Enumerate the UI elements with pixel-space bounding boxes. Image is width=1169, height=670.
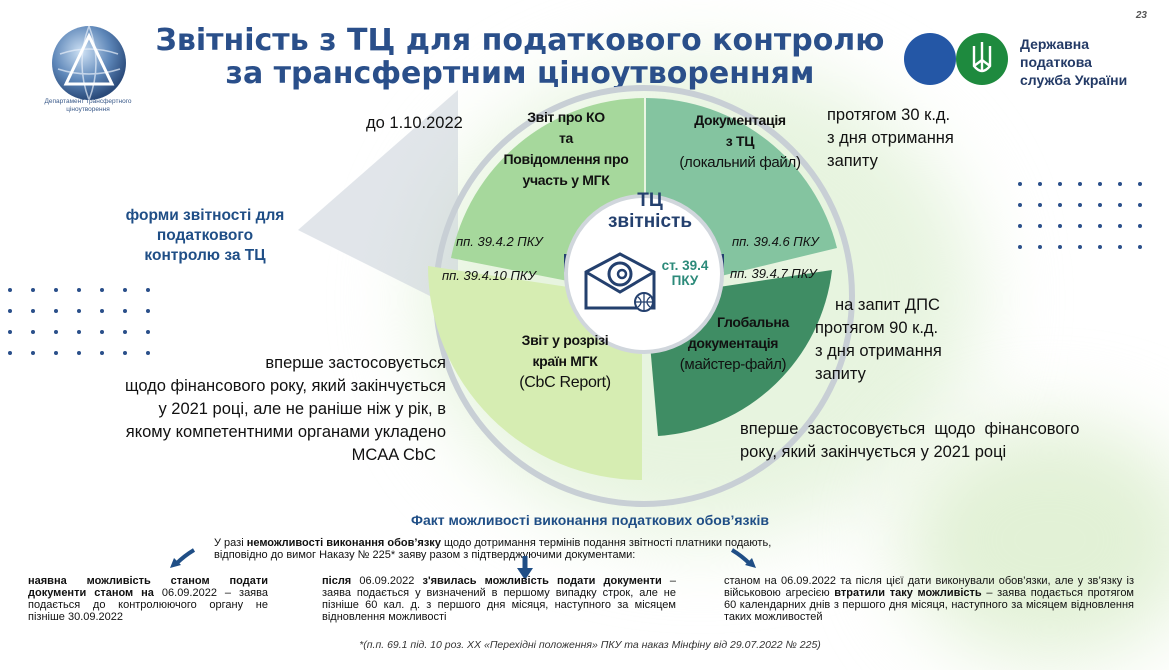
deadline-local	[827, 104, 954, 173]
decorative-dot	[54, 330, 58, 334]
title-line-2: за трансфертним ціноутворенням	[225, 56, 815, 91]
col1-bold: наявна можливість станом подати документи станом на	[28, 575, 268, 599]
deadline-global-line-1: на запит ДПС	[835, 296, 940, 314]
sector-ko-line-4: участь у МГК	[522, 172, 610, 188]
sector-cbc-line-2: країн МГК	[532, 353, 598, 369]
decorative-dot	[31, 330, 35, 334]
decorative-dot	[31, 288, 35, 292]
arrow-right-icon	[728, 548, 758, 570]
intro-part-b: неможливості виконання обов’язку	[246, 537, 441, 549]
deadline-global-line-4: запиту	[815, 365, 866, 383]
title-line-1: Звітність з ТЦ для податкового контролю	[155, 23, 885, 58]
decorative-dot	[8, 288, 12, 292]
sector-local-line-1: Документація	[694, 112, 786, 128]
global-note-line-1: вперше застосовується щодо фінансового	[740, 420, 1080, 438]
sector-ko-line-1: Звіт про КО	[527, 109, 605, 125]
cbc-note-line-5: MCAA CbC	[351, 446, 436, 464]
decorative-dot	[1018, 224, 1022, 228]
pku-39-4-6: пп. 39.4.6 ПКУ	[732, 234, 819, 249]
center-label-line-1: ТЦ	[637, 190, 663, 211]
center-label-line-2: звітність	[607, 211, 692, 232]
col3-part-a: станом на 06.09.2022 та після цієї дати виконували обов’язки, але у зв’язку із військовою агресією	[724, 575, 1134, 599]
decorative-dot	[100, 330, 104, 334]
cbc-note-line-4: якому компетентними органами укладено	[125, 423, 446, 441]
decorative-dot	[1098, 182, 1102, 186]
cbc-note-line-1: вперше застосовується	[265, 354, 446, 372]
decorative-dot	[1018, 203, 1022, 207]
decorative-dot	[100, 309, 104, 313]
decorative-dot	[8, 309, 12, 313]
department-caption: Департамент трансфертного ціноутворення	[44, 98, 132, 113]
sector-local-line-2: з ТЦ	[725, 133, 755, 149]
option-column-2	[322, 575, 676, 623]
forms-line-3: контролю за ТЦ	[144, 247, 266, 264]
sector-cbc-line-3: (CbC Report)	[519, 374, 611, 391]
col3-part-c: – заява подається протягом 60 календарних днів з першого дня місяця, наступного за місяцем відновлення таких можливостей	[724, 587, 1134, 623]
col1-rest: – заява подається до контролюючого органу не пізніше 30.09.2022	[28, 587, 268, 623]
dps-logo	[904, 32, 1010, 86]
pku-39-4-7: пп. 39.4.7 ПКУ	[730, 266, 817, 281]
decorative-dot	[1038, 224, 1042, 228]
intro-text	[214, 537, 934, 561]
deadline-global-line-2: протягом 90 к.д.	[815, 319, 939, 337]
decorative-dot	[54, 288, 58, 292]
decorative-dot	[1038, 203, 1042, 207]
decorative-dot	[1118, 245, 1122, 249]
sector-ko-line-3: Повідомлення про	[503, 151, 629, 167]
decorative-dot	[1078, 224, 1082, 228]
sector-local-line-3: (локальний файл)	[679, 154, 801, 171]
sector-local-label	[650, 110, 830, 173]
decorative-dot	[8, 351, 12, 355]
decorative-dot	[1138, 224, 1142, 228]
decorative-dot	[77, 309, 81, 313]
decorative-dot	[146, 288, 150, 292]
decorative-dot	[1018, 182, 1022, 186]
decorative-dot	[1038, 182, 1042, 186]
sector-cbc-label	[470, 330, 660, 393]
decorative-dot	[31, 351, 35, 355]
forms-line-2: податкового	[156, 227, 254, 244]
decorative-dot	[146, 309, 150, 313]
page-number: 23	[1135, 10, 1147, 21]
center-article	[652, 258, 718, 288]
decorative-dot	[1058, 224, 1062, 228]
decorative-dot	[1138, 182, 1142, 186]
decorative-dot	[1118, 182, 1122, 186]
decorative-dot	[1098, 203, 1102, 207]
dps-name-line-2: податкова	[1020, 54, 1092, 70]
decorative-dot	[1078, 203, 1082, 207]
forms-line-1: форми звітності для	[125, 207, 285, 224]
dps-name	[1020, 35, 1127, 89]
decorative-dot	[123, 309, 127, 313]
sector-ko-label	[466, 107, 666, 191]
decorative-dot	[1098, 224, 1102, 228]
decorative-dot	[123, 288, 127, 292]
center-article-line-2: ПКУ	[671, 273, 699, 288]
deadline-local-line-2: з дня отримання	[827, 129, 954, 147]
department-globe-logo	[50, 24, 128, 102]
decorative-dot	[77, 330, 81, 334]
deadline-global-line-3: з дня отримання	[815, 342, 942, 360]
decorative-dot	[54, 309, 58, 313]
decorative-dot	[77, 288, 81, 292]
pku-39-4-2: пп. 39.4.2 ПКУ	[456, 234, 543, 249]
decorative-dot	[1118, 224, 1122, 228]
cbc-note-line-3: у 2021 році, але не раніше ніж у рік, в	[158, 400, 446, 418]
deadline-local-line-1: протягом 30 к.д.	[827, 106, 951, 124]
deadline-ko: до 1.10.2022	[366, 114, 463, 132]
col2-part-a: після	[322, 575, 352, 587]
email-envelope-icon	[580, 250, 660, 314]
decorative-dot	[8, 330, 12, 334]
sector-global-line-1: Глобальна	[717, 314, 789, 330]
option-column-1	[28, 575, 268, 623]
dps-name-line-1: Державна	[1020, 36, 1090, 52]
option-column-3	[724, 575, 1134, 623]
decorative-dot	[123, 330, 127, 334]
pku-39-4-10: пп. 39.4.10 ПКУ	[442, 268, 536, 283]
decorative-dot	[1138, 245, 1142, 249]
col3-part-b: втратили таку можливість	[834, 587, 982, 599]
sector-global-line-2: документація	[687, 335, 779, 351]
center-article-line-1: ст. 39.4	[661, 258, 709, 273]
global-note-line-2: року, який закінчується у 2021 році	[740, 443, 1007, 461]
cbc-note	[40, 352, 446, 467]
sector-cbc-line-1: Звіт у розрізі	[521, 332, 609, 348]
deadline-global	[815, 294, 942, 386]
global-note	[740, 418, 1140, 464]
col1-date: 06.09.2022	[153, 587, 217, 599]
decorative-dot	[1058, 203, 1062, 207]
sector-ko-line-2: та	[558, 130, 574, 146]
dps-name-line-3: служба України	[1020, 72, 1128, 88]
decorative-dot	[1098, 245, 1102, 249]
col2-rest: – заява подається у визначений в першому випадку строк, але не пізніше 60 кал. д. з першого дня місяця, наступного за місяцем відновлення можливості	[322, 575, 676, 623]
decorative-dot	[1078, 182, 1082, 186]
decorative-dot	[1038, 245, 1042, 249]
sector-global-line-3: (майстер-файл)	[679, 356, 787, 373]
sector-global-label	[648, 312, 818, 375]
forms-label	[100, 206, 310, 266]
deadline-local-line-3: запиту	[827, 152, 878, 170]
footnote: *(п.п. 69.1 під. 10 роз. ХХ «Перехідні положення» ПКУ та наказ Мінфіну від 29.07.2022 № 225)	[359, 639, 821, 651]
center-label	[590, 190, 710, 232]
decorative-dot	[1138, 203, 1142, 207]
intro-part-a: У разі	[214, 537, 247, 549]
decorative-dot	[146, 330, 150, 334]
decorative-dot	[1058, 245, 1062, 249]
intro-line-2: відповідно до вимог Наказу № 225* заяву разом з підтверджуючими документами:	[214, 549, 636, 561]
fakt-title: Факт можливості виконання податкових обов’язків	[411, 512, 769, 528]
arrow-left-icon	[168, 548, 198, 570]
decorative-dot	[1058, 182, 1062, 186]
col2-part-c: з'явилась можливість подати документи	[422, 575, 662, 587]
cbc-note-line-2: щодо фінансового року, який закінчується	[124, 377, 446, 395]
decorative-dot	[31, 309, 35, 313]
intro-part-c: щодо дотримання термінів подання звітності платники подають,	[440, 537, 772, 549]
decorative-dot	[1118, 203, 1122, 207]
decorative-dot	[1018, 245, 1022, 249]
decorative-dot	[100, 288, 104, 292]
decorative-dot	[1078, 245, 1082, 249]
col2-part-b: 06.09.2022	[351, 575, 423, 587]
